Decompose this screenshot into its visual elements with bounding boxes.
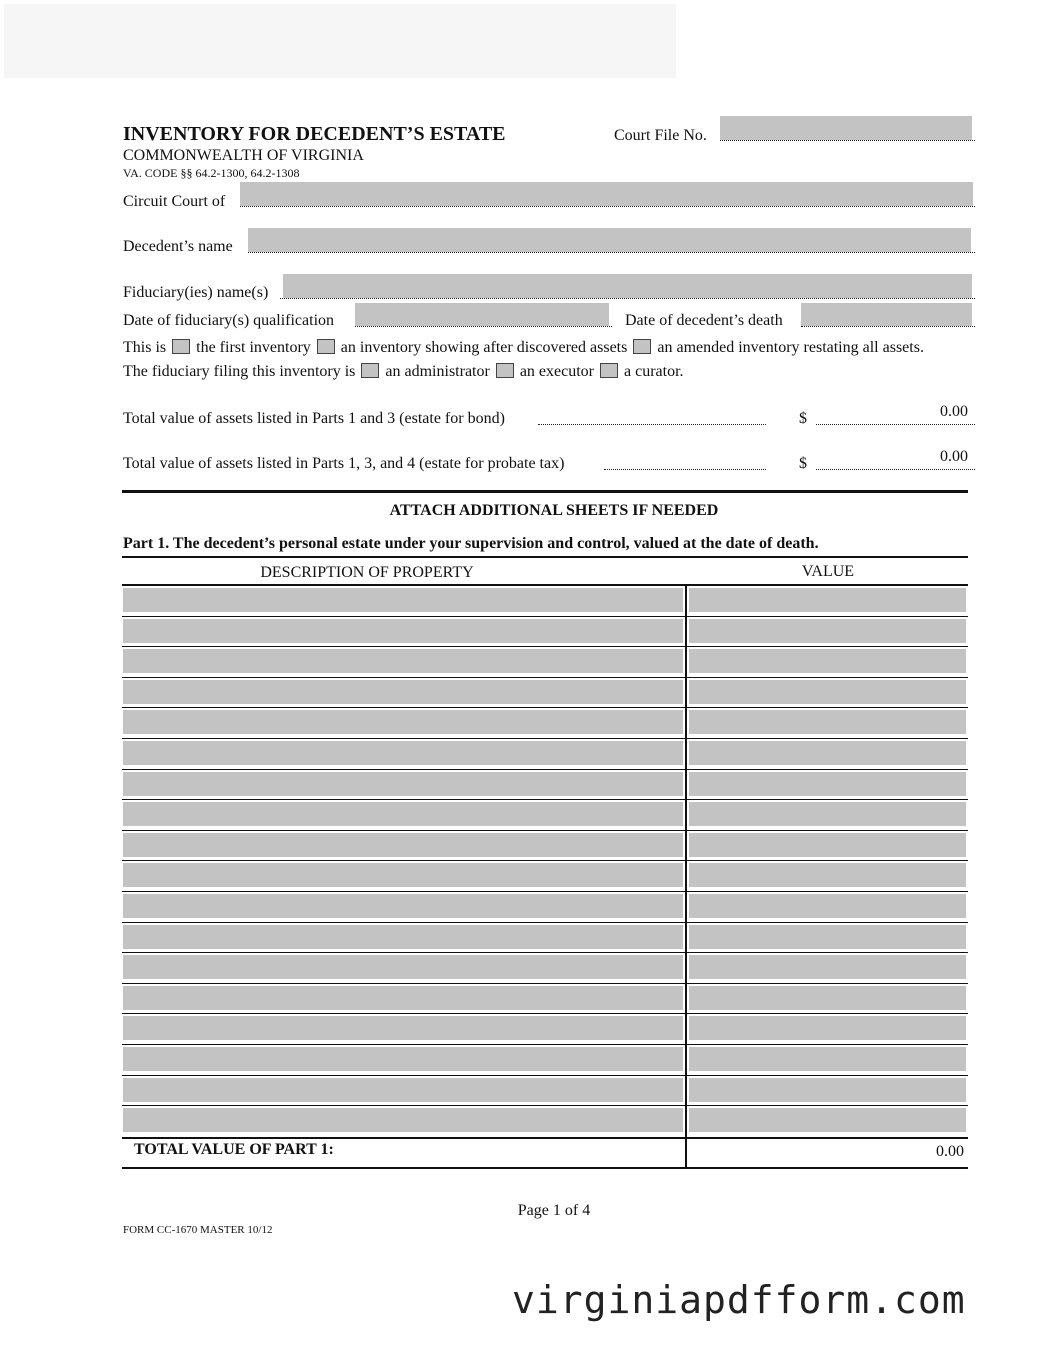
section-divider — [122, 490, 968, 493]
property-description-input[interactable] — [123, 955, 683, 979]
part1-heading: Part 1. The decedent’s personal estate under your supervision and control, valued at the date of death. — [123, 535, 819, 552]
row-separator — [122, 707, 968, 708]
row-separator — [122, 646, 968, 647]
page-number: Page 1 of 4 — [517, 1202, 591, 1219]
property-value-input[interactable] — [689, 955, 966, 979]
attach-notice: ATTACH ADDITIONAL SHEETS IF NEEDED — [389, 502, 719, 519]
property-value-input[interactable] — [689, 619, 966, 643]
property-description-input[interactable] — [123, 710, 683, 734]
row-separator — [122, 1105, 968, 1106]
property-value-input[interactable] — [689, 894, 966, 918]
death-date-input[interactable] — [801, 303, 972, 326]
row-separator — [122, 1044, 968, 1045]
filer-type-row — [123, 363, 684, 381]
property-description-input[interactable] — [123, 1108, 683, 1132]
property-value-input[interactable] — [689, 741, 966, 765]
executor-checkbox[interactable] — [496, 363, 514, 378]
court-file-line — [720, 140, 975, 141]
form-title: INVENTORY FOR DECEDENT’S ESTATE — [123, 123, 506, 145]
fiduciary-names-input[interactable] — [283, 274, 972, 298]
property-description-input[interactable] — [123, 863, 683, 887]
property-description-input[interactable] — [123, 833, 683, 857]
property-value-input[interactable] — [689, 772, 966, 796]
part1-total-value: 0.00 — [936, 1143, 964, 1160]
circuit-court-label: Circuit Court of — [123, 193, 226, 210]
death-date-label: Date of decedent’s death — [625, 312, 783, 329]
property-description-input[interactable] — [123, 588, 683, 612]
decedent-name-input[interactable] — [248, 228, 971, 252]
qualification-date-line — [355, 326, 612, 327]
property-description-input[interactable] — [123, 649, 683, 673]
total-bottom-rule — [122, 1167, 968, 1169]
property-value-input[interactable] — [689, 863, 966, 887]
description-column-header: DESCRIPTION OF PROPERTY — [260, 564, 474, 581]
property-description-input[interactable] — [123, 986, 683, 1010]
row-separator — [122, 952, 968, 953]
row-separator — [122, 830, 968, 831]
bond-total-leader — [538, 424, 766, 425]
row-separator — [122, 983, 968, 984]
fiduciary-names-line — [280, 298, 975, 299]
column-divider — [685, 584, 687, 1168]
property-value-input[interactable] — [689, 802, 966, 826]
form-subtitle: COMMONWEALTH OF VIRGINIA — [123, 147, 364, 164]
property-value-input[interactable] — [689, 925, 966, 949]
probate-currency: $ — [799, 455, 807, 472]
property-value-input[interactable] — [689, 986, 966, 1010]
property-description-input[interactable] — [123, 772, 683, 796]
court-file-input[interactable] — [720, 116, 972, 140]
watermark: virginiapdfform.com — [512, 1278, 966, 1322]
administrator-label: an administrator — [385, 363, 490, 380]
property-value-input[interactable] — [689, 1016, 966, 1040]
row-separator — [122, 738, 968, 739]
bond-currency: $ — [799, 410, 807, 427]
property-value-input[interactable] — [689, 588, 966, 612]
row-separator — [122, 860, 968, 861]
amended-inventory-label: an amended inventory restating all assets. — [657, 339, 924, 356]
property-value-input[interactable] — [689, 833, 966, 857]
property-description-input[interactable] — [123, 741, 683, 765]
part1-total-label: TOTAL VALUE OF PART 1: — [134, 1141, 334, 1158]
decedent-name-line — [248, 252, 975, 253]
statute-reference: VA. CODE §§ 64.2-1300, 64.2-1308 — [123, 166, 300, 180]
fiduciary-names-label: Fiduciary(ies) name(s) — [123, 284, 269, 301]
probate-total-value: 0.00 — [940, 448, 968, 465]
after-discovered-checkbox[interactable] — [317, 339, 335, 354]
property-description-input[interactable] — [123, 619, 683, 643]
row-separator — [122, 769, 968, 770]
row-separator — [122, 1075, 968, 1076]
administrator-checkbox[interactable] — [361, 363, 379, 378]
table-header-rule — [122, 584, 968, 586]
filer-type-prefix: The fiduciary filing this inventory is — [123, 363, 356, 380]
property-description-input[interactable] — [123, 1047, 683, 1071]
probate-total-label: Total value of assets listed in Parts 1, 3, and 4 (estate for probate tax) — [123, 455, 565, 472]
decedent-name-label: Decedent’s name — [123, 238, 233, 255]
property-value-input[interactable] — [689, 710, 966, 734]
executor-label: an executor — [519, 363, 595, 380]
property-value-input[interactable] — [689, 649, 966, 673]
property-description-input[interactable] — [123, 1016, 683, 1040]
death-date-line — [801, 326, 975, 327]
inventory-type-row — [123, 339, 924, 357]
after-discovered-label: an inventory showing after discovered assets — [340, 339, 628, 356]
property-description-input[interactable] — [123, 925, 683, 949]
property-description-input[interactable] — [123, 894, 683, 918]
blank-header-area — [4, 4, 676, 78]
property-value-input[interactable] — [689, 1047, 966, 1071]
property-value-input[interactable] — [689, 680, 966, 704]
form-id: FORM CC-1670 MASTER 10/12 — [123, 1224, 273, 1236]
row-separator — [122, 891, 968, 892]
bond-total-value: 0.00 — [940, 403, 968, 420]
property-description-input[interactable] — [123, 680, 683, 704]
row-separator — [122, 799, 968, 800]
total-top-rule — [122, 1137, 968, 1139]
qualification-date-label: Date of fiduciary(s) qualification — [123, 312, 335, 329]
row-separator — [122, 922, 968, 923]
curator-label: a curator. — [624, 363, 684, 380]
property-description-input[interactable] — [123, 802, 683, 826]
court-file-label: Court File No. — [614, 127, 707, 144]
first-inventory-label: the first inventory — [196, 339, 311, 356]
qualification-date-input[interactable] — [355, 303, 609, 326]
row-separator — [122, 616, 968, 617]
part1-top-rule — [122, 556, 968, 558]
bond-total-label: Total value of assets listed in Parts 1 and 3 (estate for bond) — [123, 410, 505, 427]
property-value-input[interactable] — [689, 1108, 966, 1132]
row-separator — [122, 1013, 968, 1014]
circuit-court-line — [240, 206, 975, 207]
probate-value-line — [816, 469, 975, 470]
value-column-header: VALUE — [801, 563, 855, 580]
probate-total-leader — [604, 469, 766, 470]
first-inventory-checkbox[interactable] — [172, 339, 190, 354]
row-separator — [122, 677, 968, 678]
curator-checkbox[interactable] — [600, 363, 618, 378]
property-description-input[interactable] — [123, 1078, 683, 1102]
property-value-input[interactable] — [689, 1078, 966, 1102]
circuit-court-input[interactable] — [240, 182, 973, 206]
inventory-type-prefix: This is — [123, 339, 167, 356]
amended-inventory-checkbox[interactable] — [633, 339, 651, 354]
bond-value-line — [816, 424, 975, 425]
